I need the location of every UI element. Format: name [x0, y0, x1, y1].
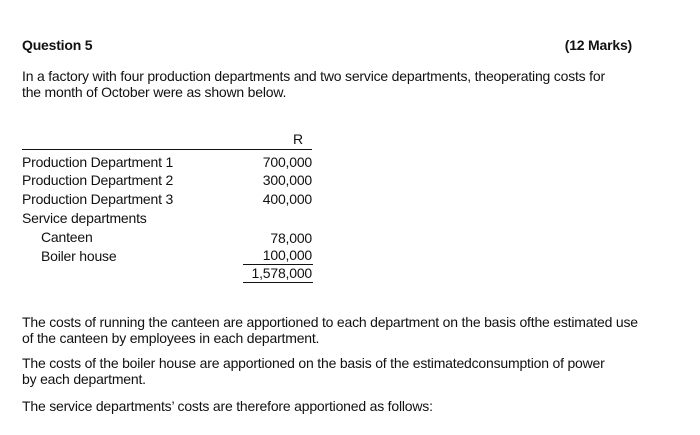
- paragraph-3: The service departments’ costs are therefore apportioned as follows:: [22, 398, 433, 414]
- row-label-boiler: Boiler house: [41, 248, 117, 264]
- row-label-prod-1: Production Department 1: [22, 154, 174, 170]
- row-label-prod-3: Production Department 3: [22, 191, 174, 207]
- row-label-prod-2: Production Department 2: [22, 172, 174, 188]
- question-title: Question 5: [22, 37, 93, 53]
- row-label-canteen: Canteen: [41, 229, 93, 245]
- row-value-prod-1: 700,000: [262, 154, 312, 170]
- intro-line-2: the month of October were as shown below.: [22, 84, 287, 100]
- paragraph-2-line-1: The costs of the boiler house are apportioned on the basis of the estimatedconsumption of power: [22, 355, 605, 371]
- total-rule: [243, 282, 313, 283]
- intro-line-1: In a factory with four production departments and two service departments, theoperating costs for: [22, 68, 605, 84]
- paragraph-1-line-1: The costs of running the canteen are apportioned to each department on the basis ofthe estimated use: [22, 314, 638, 330]
- row-label-service: Service departments: [22, 210, 147, 226]
- paragraph-2-line-2: by each department.: [22, 371, 146, 387]
- question-marks: (12 Marks): [564, 37, 632, 53]
- row-value-prod-2: 300,000: [262, 172, 312, 188]
- total-value: 1,578,000: [251, 265, 312, 281]
- table-header-rule: [22, 149, 312, 150]
- paragraph-1-line-2: of the canteen by employees in each department.: [22, 330, 320, 346]
- row-value-boiler: 100,000: [262, 247, 312, 263]
- row-value-canteen: 78,000: [270, 230, 312, 246]
- row-value-prod-3: 400,000: [262, 191, 312, 207]
- currency-header: R: [293, 131, 303, 147]
